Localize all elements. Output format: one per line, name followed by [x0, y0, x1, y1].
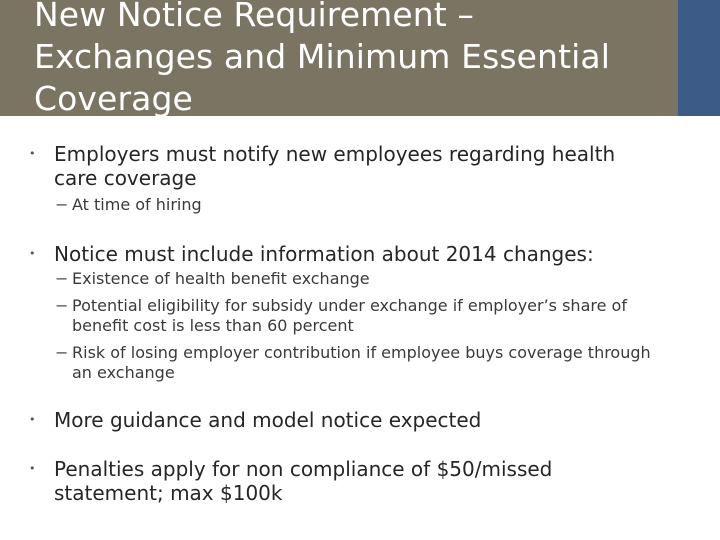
slide-title: New Notice Requirement – Exchanges and Minimum Essential Coverage [34, 0, 610, 116]
bullet-marker: • [29, 147, 36, 160]
sub-bullet-item [55, 195, 672, 215]
bullet-item [29, 142, 664, 190]
bullet-marker: • [29, 413, 36, 426]
sub-bullet-text: Potential eligibility for subsidy under exchange if employer’s share of benefit cost is less than 60 percent [72, 296, 627, 335]
bullet-text: Employers must notify new employees regarding health care coverage [54, 142, 616, 190]
sub-bullet-item [55, 343, 672, 383]
sub-bullet-marker: − [55, 195, 69, 214]
sub-bullet-item [55, 269, 672, 289]
sub-bullet-marker: − [55, 296, 69, 315]
sub-bullet-text: Existence of health benefit exchange [72, 269, 370, 288]
bullet-text: Penalties apply for non compliance of $50/missed statement; max $100k [54, 457, 553, 505]
sub-bullet-marker: − [55, 343, 69, 362]
bullet-text: Notice must include information about 2014 changes: [54, 242, 594, 266]
sub-bullet-marker: − [55, 269, 69, 288]
sub-bullet-text: At time of hiring [72, 195, 202, 214]
bullet-marker: • [29, 247, 36, 260]
sub-bullet-item [55, 296, 672, 336]
bullet-item [29, 408, 664, 432]
bullet-marker: • [29, 462, 36, 475]
bullet-item [29, 457, 664, 505]
sub-bullet-text: Risk of losing employer contribution if employee buys coverage through an exchange [72, 343, 651, 382]
bullet-text: More guidance and model notice expected [54, 408, 482, 432]
bullet-item [29, 242, 664, 266]
